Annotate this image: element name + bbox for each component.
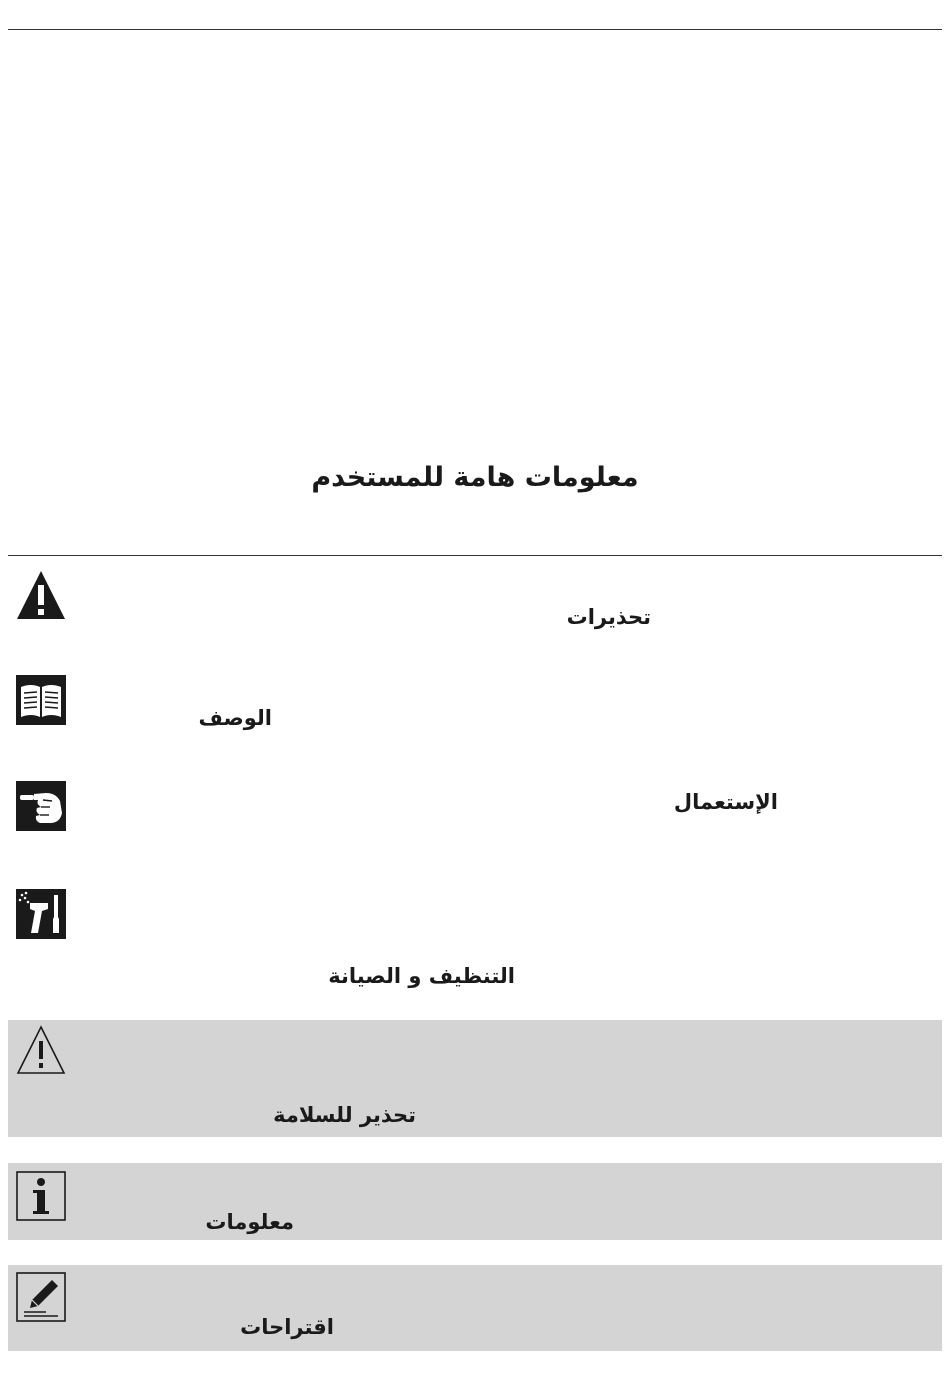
note-label-safety: تحذير للسلامة [273,1103,416,1127]
section-label-usage: الإستعمال [673,790,778,814]
safety-warning-icon [16,1025,66,1075]
section-divider [8,555,942,556]
info-note-band [8,1163,942,1240]
safety-note-band [8,1020,942,1137]
section-label-description: الوصف [198,706,272,730]
note-label-suggestions: اقتراحات [240,1315,334,1339]
pointing-hand-icon [16,781,66,831]
warning-triangle-icon [16,570,66,620]
open-book-icon [16,675,66,725]
info-icon [16,1171,66,1221]
section-label-cleaning: التنظيف و الصيانة [328,964,515,988]
note-label-information: معلومات [205,1210,294,1234]
pencil-note-icon [16,1272,66,1322]
suggestions-note-band [8,1265,942,1351]
top-divider [8,29,942,30]
cleaning-tools-icon [16,889,66,939]
page-title: معلومات هامة للمستخدم [311,462,639,493]
section-label-warnings: تحذيرات [566,605,651,629]
